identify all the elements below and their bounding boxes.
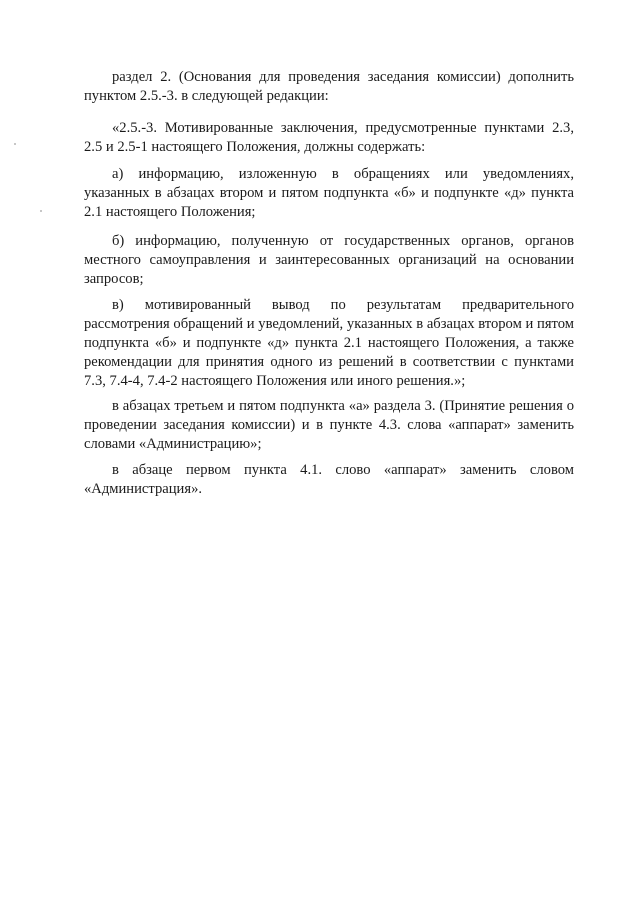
paragraph-item-b: б) информацию, полученную от государственных органов, органов местного самоуправления и заинтересованных организаций на основании запросов; (84, 233, 574, 287)
scan-speck (14, 143, 16, 145)
paragraph-clause-2-5-3: «2.5.-3. Мотивированные заключения, предусмотренные пунктами 2.3, 2.5 и 2.5-1 настоящего Положения, должны содержать: (84, 120, 574, 155)
paragraph-section-2-amendment: раздел 2. (Основания для проведения заседания комиссии) дополнить пунктом 2.5.-3. в следующей редакции: (84, 69, 574, 104)
paragraph-section-3-amendment: в абзацах третьем и пятом подпункта «а» раздела 3. (Принятие решения о проведении заседания комиссии) и в пункте 4.3. слова «аппарат» заменить словами «Администрацию»; (84, 398, 574, 452)
paragraph-clause-4-1-amendment: в абзаце первом пункта 4.1. слово «аппарат» заменить словом «Администрация». (84, 462, 574, 497)
paragraph-item-v: в) мотивированный вывод по результатам предварительного рассмотрения обращений и уведомлений, указанных в абзацах втором и пятом подпункта «б» и подпункте «д» пункта 2.1 настоящего Положения, а также рекомендации для принятия одного из решений в соответствии с пунктами 7.3, 7.4-4, 7.4-2 настоящего Положения или иного решения.»; (84, 297, 574, 389)
scan-speck (40, 210, 42, 212)
paragraph-item-a: а) информацию, изложенную в обращениях или уведомлениях, указанных в абзацах втором и пятом подпункта «б» и подпункте «д» пункта 2.1 настоящего Положения; (84, 166, 574, 220)
